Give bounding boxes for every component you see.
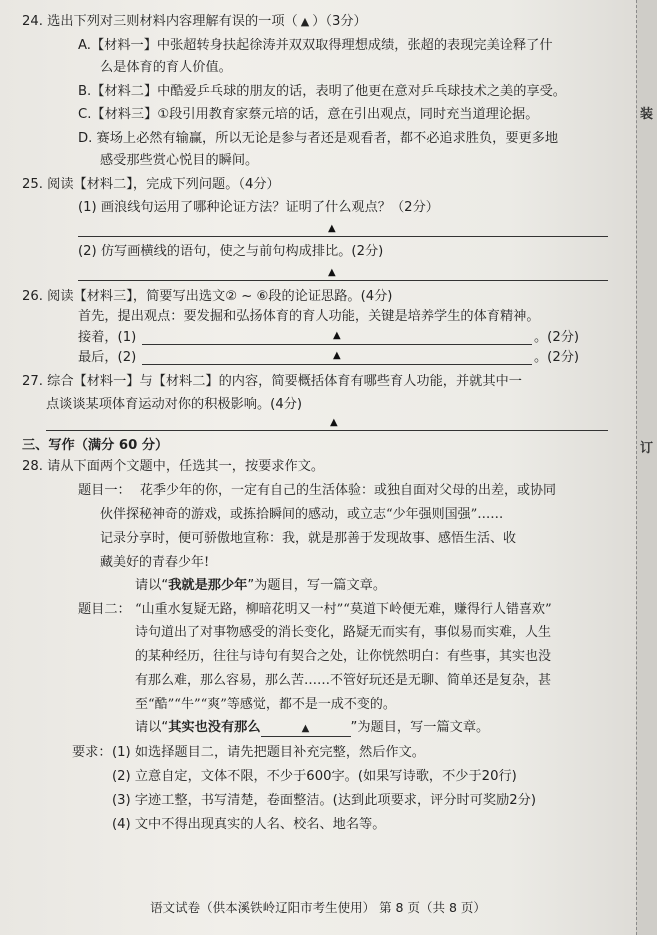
q28-topic1-requirement: 请以“我就是那少年”为题目，写一篇文章。 xyxy=(135,578,387,593)
answer-triangle-icon: ▲ xyxy=(300,15,310,28)
q28-topic1-line1: 花季少年的你，一定有自己的生活体验：或独自面对父母的出差，或协同 xyxy=(140,483,557,498)
q26-stem: 26. 阅读【材料三】，简要写出选文② ~ ⑥段的论证思路。(4分) xyxy=(22,289,393,304)
q28-requirements-label: 要求： xyxy=(72,745,112,760)
q28-topic2-line3: 的某种经历，往往与诗句有契合之处，让你恍然明白：有些事，其实也没 xyxy=(135,649,552,664)
q27-line2: 点谈谈某项体育运动对你的积极影响。(4分) xyxy=(46,397,303,412)
q25-sub1-answer-line[interactable] xyxy=(78,236,608,237)
q28-topic2-title: 其实也没有那么 xyxy=(168,720,261,735)
q28-topic1-label: 题目一： xyxy=(78,483,131,498)
q28-topic1-line3: 记录分享时，便可骄傲地宣称：我，就是那善于发现故事、感悟生活、收 xyxy=(100,531,517,546)
q24-option-d-line1: D. 赛场上必然有输赢，所以无论是参与者还是观看者，都不必追求胜负，要更多地 xyxy=(78,131,559,146)
answer-triangle-icon: ▲ xyxy=(328,267,336,278)
answer-triangle-icon: ▲ xyxy=(328,223,336,234)
q28-topic2-line2: 诗句道出了对事物感受的消长变化，路疑无而实有，事似易而实难，人生 xyxy=(135,625,552,640)
answer-triangle-icon: ▲ xyxy=(301,723,310,734)
q28-stem: 28. 请从下面两个文题中，任选其一，按要求作文。 xyxy=(22,459,325,474)
q28-requirement-4: (4) 文中不得出现真实的人名、校名、地名等。 xyxy=(112,817,386,832)
q28-topic1-line2: 伙伴探秘神奇的游戏，或拣拾瞬间的感动，或立志“少年强则国强”…… xyxy=(100,507,504,522)
q27-answer-line[interactable] xyxy=(46,430,608,431)
q24-option-d-line2: 感受那些赏心悦目的瞬间。 xyxy=(100,153,259,168)
binding-margin-top-char: 装 xyxy=(639,107,653,122)
binding-margin-mid-char: 订 xyxy=(639,441,653,456)
q28-requirement-2: (2) 立意自定，文体不限，不少于600字。(如果写诗歌，不少于20行) xyxy=(112,769,517,784)
q26-blank2-answer-line[interactable] xyxy=(142,364,532,365)
q26-line2-label: 接着，(1) xyxy=(78,330,137,345)
q26-line3-score: 。(2分) xyxy=(534,350,580,365)
q25-sub1: (1) 画浪线句运用了哪种论证方法？证明了什么观点？（2分） xyxy=(78,200,439,215)
q28-topic2-line1: “山重水复疑无路，柳暗花明又一村”“莫道下岭便无难，赚得行人错喜欢” xyxy=(135,602,552,617)
q28-topic1-title: 我就是那少年 xyxy=(168,578,248,593)
q24-stem: 24. 选出下列对三则材料内容理解有误的一项（ ▲ ）（3分） xyxy=(22,14,367,29)
binding-margin xyxy=(636,0,657,935)
q24-option-a-line2: 么是体育的育人价值。 xyxy=(100,60,232,75)
answer-triangle-icon: ▲ xyxy=(330,417,338,428)
q24-option-a-line1: A.【材料一】中张超转身扶起徐涛并双双取得理想成绩，张超的表现完美诠释了什 xyxy=(78,38,553,53)
answer-triangle-icon: ▲ xyxy=(333,350,341,361)
q26-line1: 首先，提出观点：要发掘和弘扬体育的育人功能，关键是培养学生的体育精神。 xyxy=(78,309,540,324)
answer-triangle-icon: ▲ xyxy=(333,330,341,341)
q25-sub2-answer-line[interactable] xyxy=(78,280,608,281)
q25-sub2: (2) 仿写画横线的语句，使之与前句构成排比。(2分) xyxy=(78,244,384,259)
q28-requirement-1: (1) 如选择题目二，请先把题目补充完整，然后作文。 xyxy=(112,745,425,760)
q28-requirement-3: (3) 字迹工整，书写清楚，卷面整洁。(达到此项要求，评分时可奖励2分) xyxy=(112,793,536,808)
q28-topic2-requirement: 请以“其实也没有那么 ▲ ”为题目，写一篇文章。 xyxy=(135,720,490,735)
q28-topic2-line5: 至“酷”“牛”“爽”等感觉，都不是一成不变的。 xyxy=(135,697,396,712)
page-footer: 语文试卷（供本溪铁岭辽阳市考生使用） 第 8 页（共 8 页） xyxy=(150,900,486,915)
q28-topic2-label: 题目二： xyxy=(78,602,131,617)
q26-line2-score: 。(2分) xyxy=(534,330,580,345)
q26-line3-label: 最后，(2) xyxy=(78,350,137,365)
q24-option-c: C.【材料三】①段引用教育家蔡元培的话，意在引出观点，同时充当道理论据。 xyxy=(78,107,539,122)
q28-topic2-line4: 有那么难，那么容易，那么苦……不管好玩还是无聊、简单还是复杂，甚 xyxy=(135,673,552,688)
q28-topic1-line4: 藏美好的青春少年! xyxy=(100,555,210,570)
section-writing-heading: 三、写作（满分 60 分） xyxy=(22,438,169,453)
q27-line1: 27. 综合【材料一】与【材料二】的内容，简要概括体育有哪些育人功能，并就其中一 xyxy=(22,374,522,389)
q28-topic2-title-blank[interactable] xyxy=(261,722,351,737)
q25-stem: 25. 阅读【材料二】，完成下列问题。（4分） xyxy=(22,177,280,192)
q24-option-b: B.【材料二】中酷爱乒乓球的朋友的话，表明了他更在意对乒乓球技术之美的享受。 xyxy=(78,84,566,99)
q26-blank1-answer-line[interactable] xyxy=(142,344,532,345)
